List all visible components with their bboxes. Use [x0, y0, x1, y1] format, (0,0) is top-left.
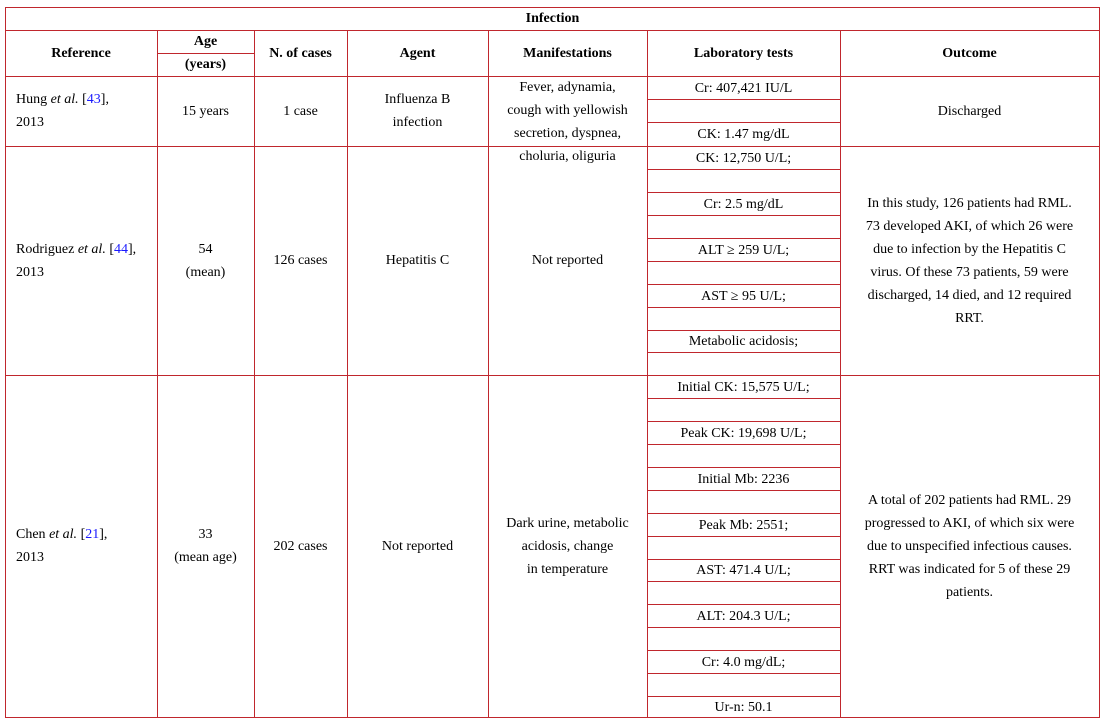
- lab-test: CK: 12,750 U/L;: [695, 150, 792, 166]
- lab-test: AST: 471.4 U/L;: [696, 563, 791, 578]
- manifestations-cell: Dark urine, metabolic acidosis, change in temperature: [506, 515, 629, 577]
- outcome-cell: Discharged: [937, 103, 1002, 119]
- ref-year: 2013: [16, 550, 44, 565]
- lab-test: Peak Mb: 2551;: [698, 517, 789, 533]
- agent-cell: Not reported: [381, 538, 454, 554]
- age-cell: 54 (mean): [185, 241, 226, 280]
- lab-test: Cr: 4.0 mg/dL;: [701, 654, 786, 670]
- ref-author: Hung: [16, 92, 51, 107]
- lab-test: CK: 1.47 mg/dL: [697, 127, 790, 142]
- rule-bottom: [5, 717, 1100, 718]
- age-cell: 15 years: [181, 103, 230, 119]
- lab-rule: [648, 444, 840, 445]
- outcome-cell: A total of 202 patients had RML. 29 progressed to AKI, of which six were due to unspecified infectious causes. RRT was indicated for 5 of these 29 patients.: [864, 492, 1075, 600]
- cases-cell: 202 cases: [273, 538, 328, 554]
- lab-test: Initial CK: 15,575 U/L;: [677, 379, 810, 395]
- lab-rule: [648, 536, 840, 537]
- ref-author: Rodriguez: [16, 241, 78, 257]
- lab-rule: [648, 261, 840, 262]
- col-rule: [1099, 7, 1100, 718]
- reference-cell: [16, 146, 156, 375]
- lab-test: Initial Mb: 2236: [697, 471, 790, 487]
- outcome-cell: In this study, 126 patients had RML. 73 developed AKI, of which 26 were due to infection by the Hepatitis C virus. Of these 73 patients, 59 were discharged, 14 died, and 12 required RRT.: [865, 195, 1074, 326]
- ref-author: Chen: [16, 527, 50, 542]
- lab-rule: [648, 673, 840, 674]
- manifestations-cell: Not reported: [531, 253, 604, 268]
- lab-test: AST ≥ 95 U/L;: [701, 288, 786, 304]
- lab-test: ALT ≥ 259 U/L;: [697, 242, 790, 258]
- ref-open: [: [105, 241, 114, 257]
- lab-rule: [648, 581, 840, 582]
- header-age: Age: [193, 34, 218, 49]
- ref-etal: et al.: [77, 241, 106, 257]
- header-agent: Agent: [399, 45, 436, 61]
- lab-rule: [648, 215, 840, 216]
- lab-test: Cr: 2.5 mg/dL: [703, 196, 784, 212]
- lab-rule: [648, 398, 840, 399]
- lab-rule: [648, 352, 840, 353]
- lab-rule: [648, 169, 840, 170]
- header-lab-tests: Laboratory tests: [693, 45, 794, 61]
- agent-cell: Influenza B infection: [384, 92, 451, 130]
- lab-test: Ur-n: 50.1: [714, 699, 773, 715]
- lab-rule: [648, 627, 840, 628]
- lab-test: Cr: 407,421 IU/L: [694, 80, 793, 96]
- cases-cell: 126 cases: [273, 253, 328, 268]
- ref-close: ],: [99, 527, 108, 542]
- lab-test: Metabolic acidosis;: [688, 334, 799, 349]
- lab-rule: [648, 307, 840, 308]
- col-rule: [5, 7, 6, 718]
- ref-etal: et al.: [49, 527, 78, 542]
- ref-year: 2013: [16, 115, 44, 130]
- ref-etal: et al.: [50, 92, 79, 107]
- table-title: Infection: [525, 11, 580, 26]
- header-manifestations: Manifestations: [523, 45, 612, 61]
- lab-rule: [648, 99, 840, 100]
- cases-cell: 1 case: [283, 103, 318, 119]
- lab-test: ALT: 204.3 U/L;: [696, 608, 791, 624]
- ref-year: 2013: [16, 264, 44, 280]
- age-cell: 33 (mean age): [174, 527, 237, 565]
- lab-test: Peak CK: 19,698 U/L;: [680, 425, 807, 441]
- header-age-unit: (years): [184, 57, 227, 72]
- citation-link[interactable]: 44: [114, 241, 128, 257]
- reference-cell: [16, 375, 156, 717]
- agent-cell: Hepatitis C: [385, 253, 450, 268]
- citation-link[interactable]: 21: [85, 527, 100, 542]
- citation-link[interactable]: 43: [86, 92, 101, 107]
- ref-close: ],: [128, 241, 137, 257]
- header-outcome: Outcome: [942, 45, 997, 61]
- manifestations-cell: Fever, adynamia, cough with yellowish secretion, dyspnea, choluria, oliguria: [507, 80, 628, 164]
- header-reference: Reference: [51, 45, 111, 61]
- ref-open: [: [78, 92, 87, 107]
- reference-cell: [16, 76, 156, 146]
- lab-rule: [648, 490, 840, 491]
- ref-open: [: [77, 527, 86, 542]
- header-cases: N. of cases: [269, 45, 332, 61]
- ref-close: ],: [100, 92, 109, 107]
